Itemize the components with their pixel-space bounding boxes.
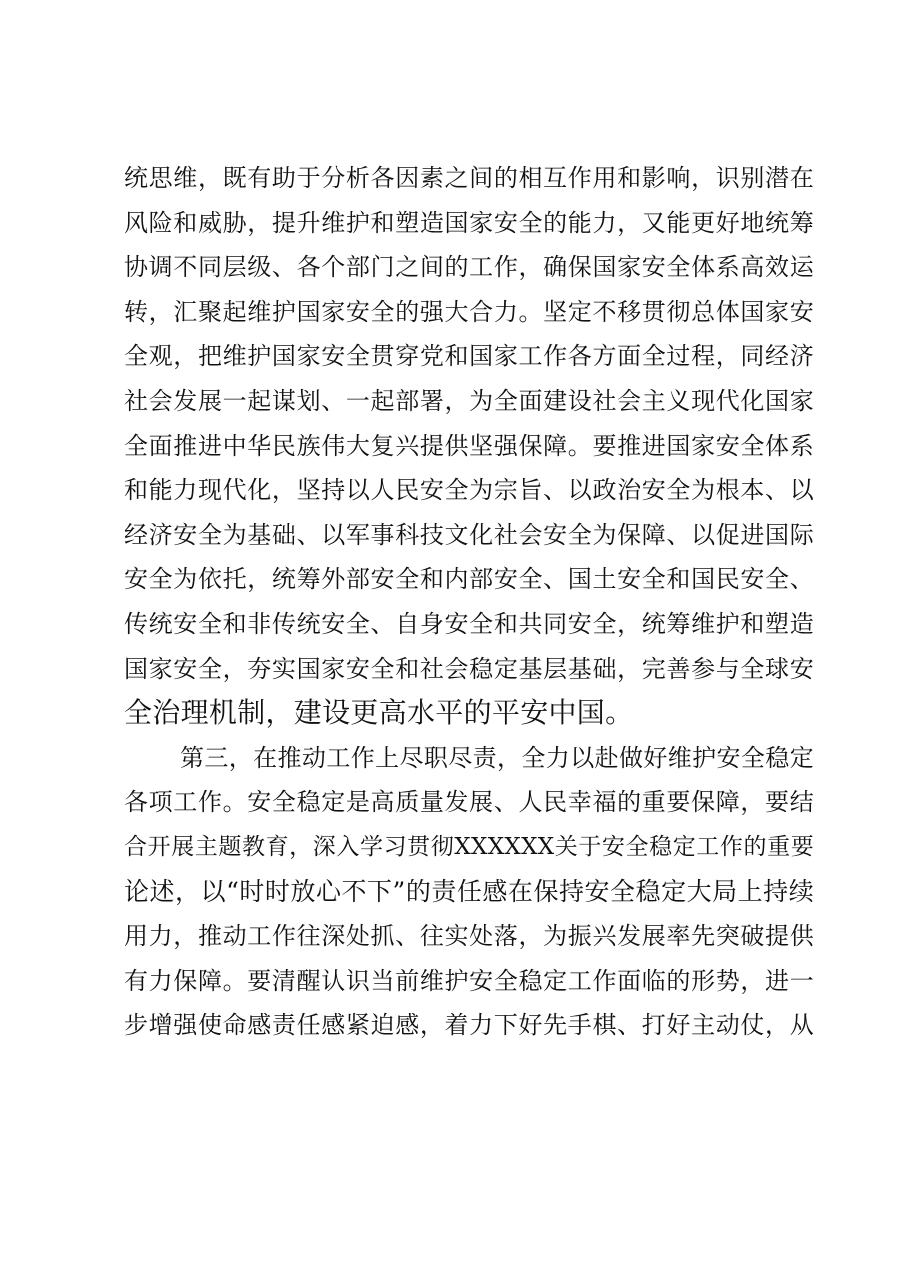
text-line: 全治理机制，建设更高水平的平安中国。 [124, 696, 634, 730]
text-line: 论述，以“时时放心不下”的责任感在保持安全稳定大局上持续 [124, 876, 814, 906]
text-line: 协调不同层级、各个部门之间的工作，确保国家安全体系高效运 [124, 253, 814, 282]
text-line: 各项工作。安全稳定是高质量发展、人民幸福的重要保障，要结 [124, 788, 814, 817]
text-line: 社会发展一起谋划、一起部署，为全面建设社会主义现代化国家 [124, 386, 814, 415]
text-line: 传统安全和非传统安全、自身安全和共同安全，统筹维护和塑造 [124, 609, 814, 638]
text-line: 经济安全为基础、以军事科技文化社会安全为保障、以促进国际 [124, 520, 814, 549]
text-line: 风险和威胁，提升维护和塑造国家安全的能力，又能更好地统筹 [124, 208, 814, 237]
text-line: 统思维，既有助于分析各因素之间的相互作用和影响，识别潜在 [124, 164, 814, 192]
body-text [124, 156, 814, 1048]
text-line: 有力保障。要清醒认识当前维护安全稳定工作面临的形势，进一 [124, 966, 814, 995]
text-line: 全观，把维护国家安全贯穿党和国家工作各方面全过程，同经济 [124, 342, 814, 371]
text-line: 全面推进中华民族伟大复兴提供坚强保障。要推进国家安全体系 [124, 431, 814, 460]
paragraph-2 [124, 736, 814, 1048]
text-line: 国家安全，夯实国家安全和社会稳定基层基础，完善参与全球安 [124, 654, 814, 683]
text-line: 和能力现代化，坚持以人民安全为宗旨、以政治安全为根本、以 [124, 476, 814, 505]
text-line: 合开展主题教育，深入学习贯彻XXXXXX关于安全稳定工作的重要 [124, 833, 814, 860]
text-line: 安全为依托，统筹外部安全和内部安全、国土安全和国民安全、 [124, 565, 814, 594]
text-line: 步增强使命感责任感紧迫感，着力下好先手棋、打好主动仗，从 [124, 1011, 814, 1040]
text-line: 第三，在推动工作上尽职尽责，全力以赴做好维护安全稳定 [180, 743, 814, 772]
paragraph-1 [124, 156, 814, 736]
text-line: 用力，推动工作往深处抓、往实处落，为振兴发展率先突破提供 [124, 922, 814, 951]
text-line: 转，汇聚起维护国家安全的强大合力。坚定不移贯彻总体国家安 [124, 297, 814, 326]
